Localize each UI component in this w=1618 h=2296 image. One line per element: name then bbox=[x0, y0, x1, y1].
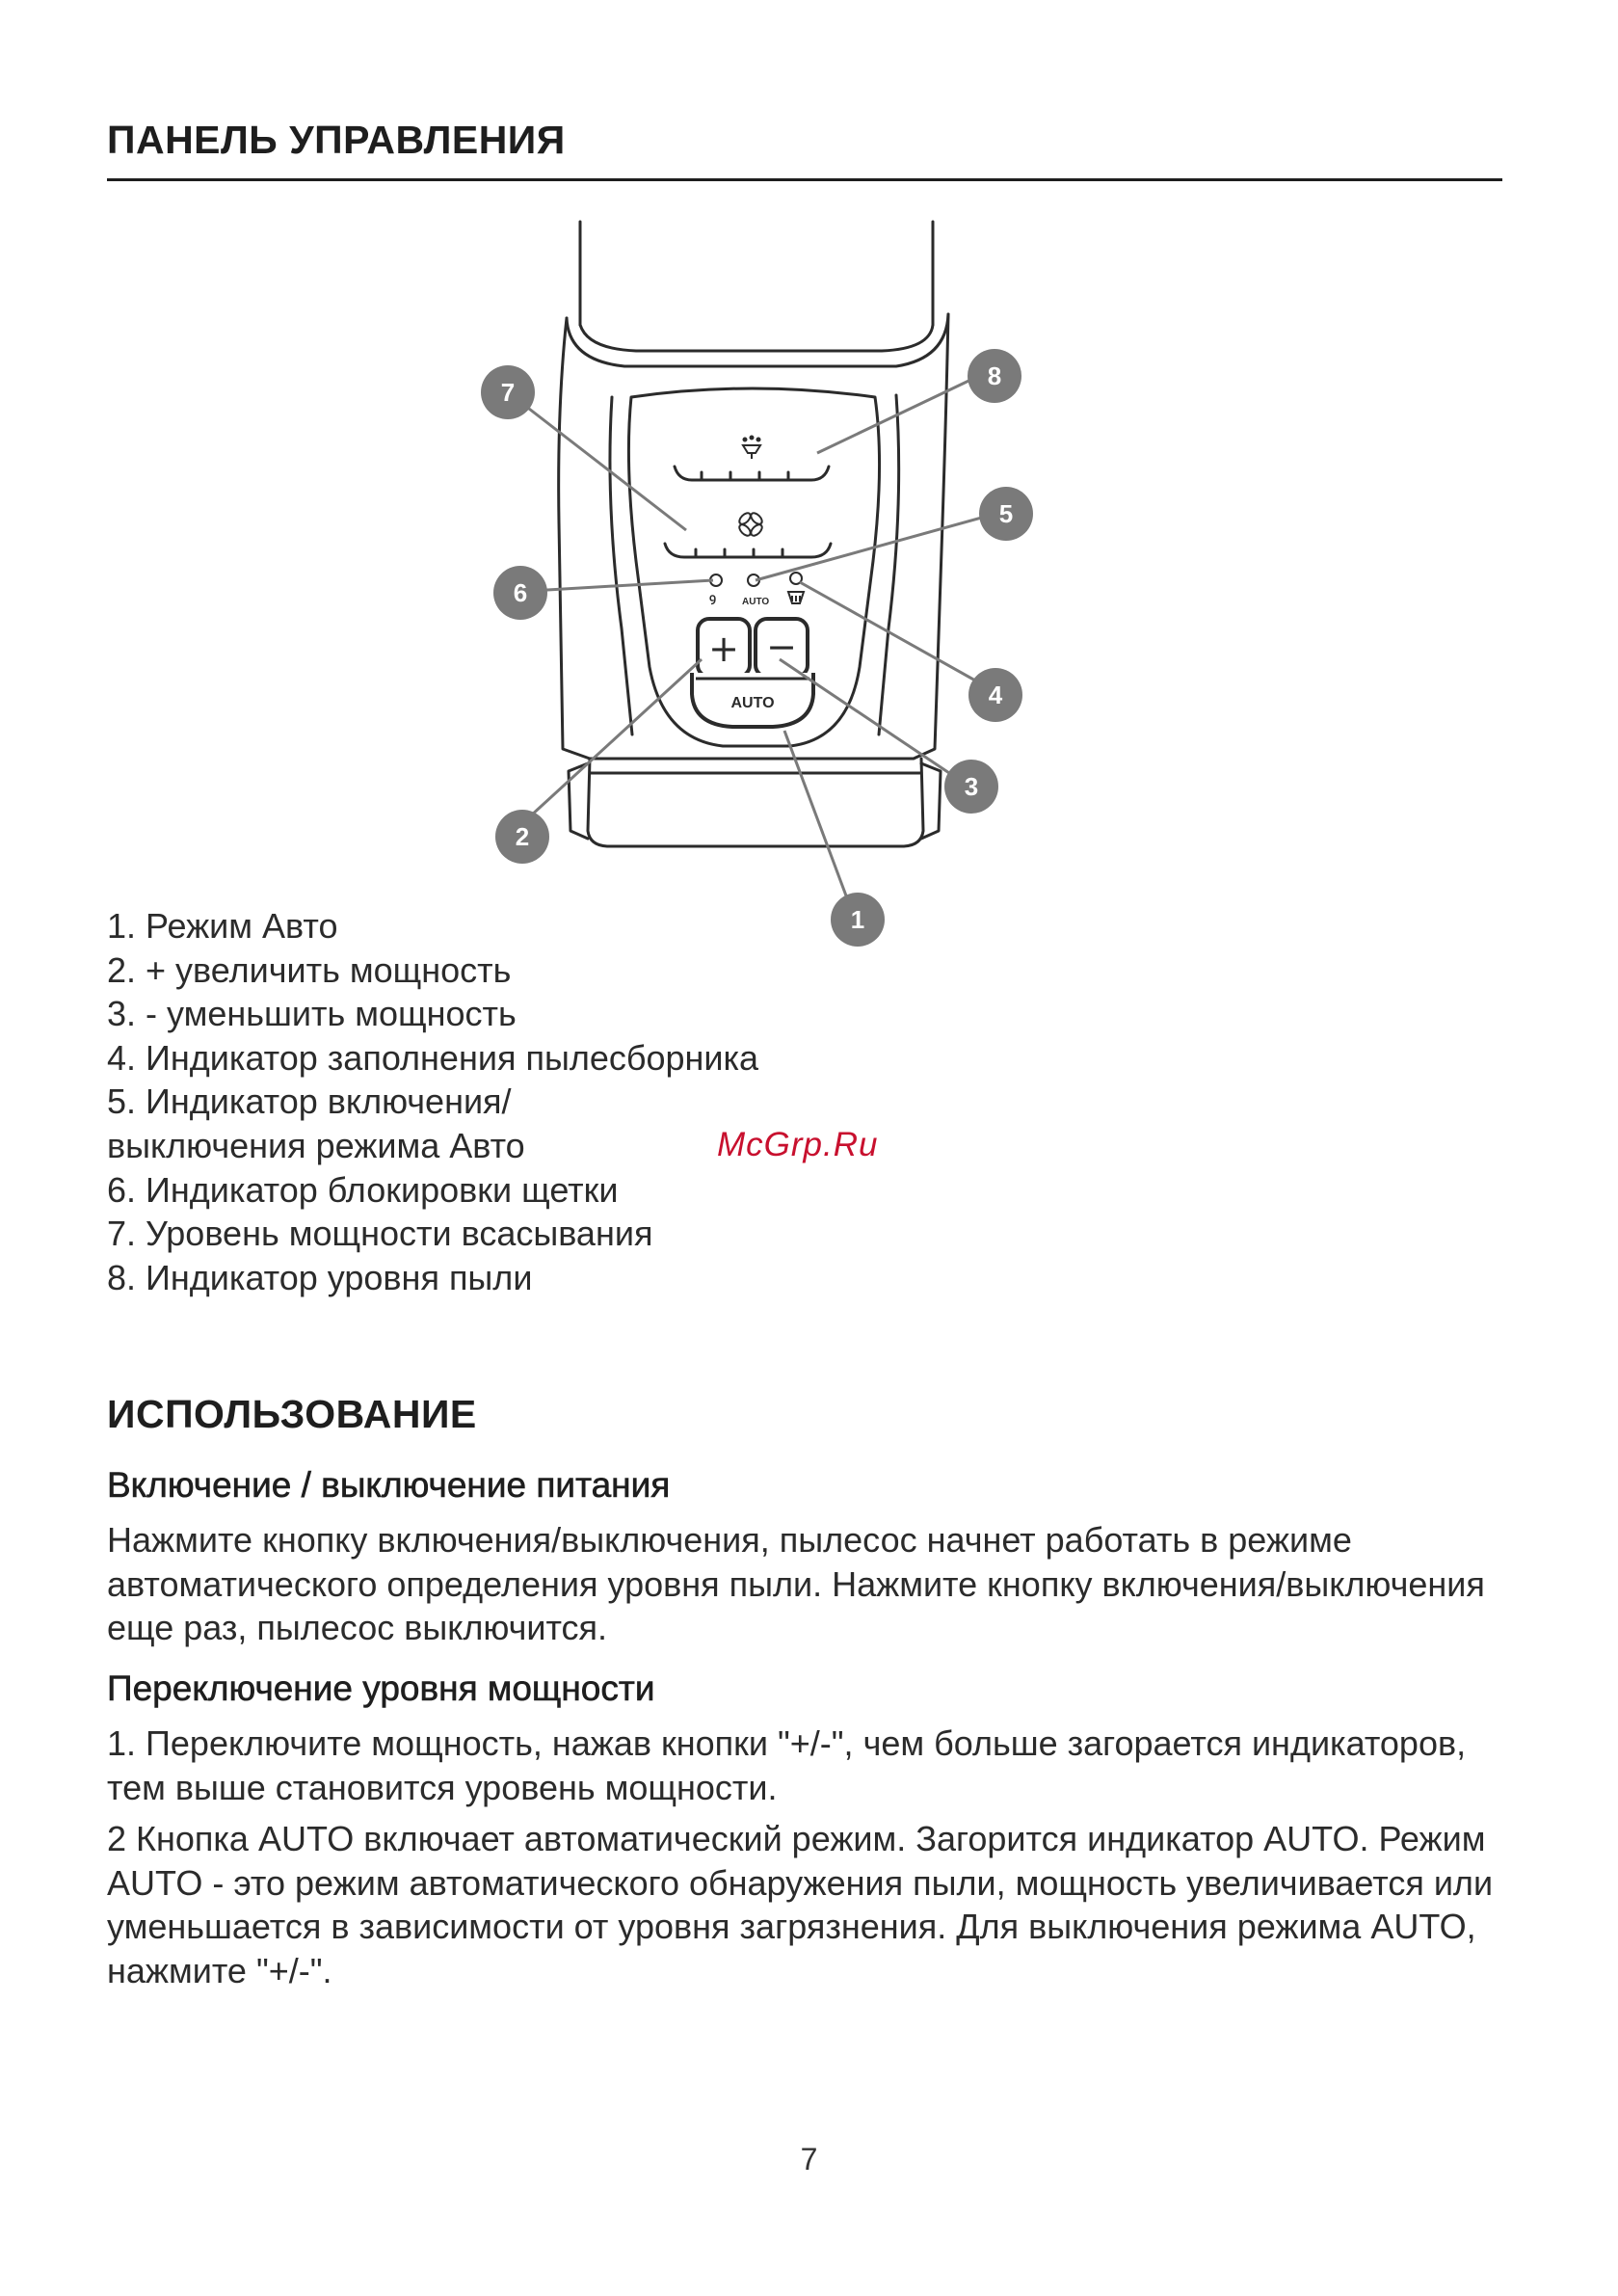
legend-item: 3. - уменьшить мощность bbox=[107, 994, 517, 1034]
minus-button[interactable] bbox=[756, 619, 808, 677]
section-title-control-panel: ПАНЕЛЬ УПРАВЛЕНИЯ bbox=[107, 118, 566, 162]
legend-list bbox=[107, 904, 758, 1299]
power-level-heading: Переключение уровня мощности bbox=[107, 1669, 655, 1708]
legend-item: выключения режима Авто bbox=[107, 1125, 525, 1165]
power-paragraph: Нажмите кнопку включения/выключения, пылесос начнет работать в режиме автоматического определения уровня пыли. Нажмите кнопку включения/выключения еще раз, пылесос выключится. bbox=[107, 1520, 1485, 1648]
minus-button-label: − bbox=[766, 626, 797, 668]
power-level-item-1: 1. Переключите мощность, нажав кнопки "+/-", чем больше загорается индикаторов, тем выше становится уровень мощности. bbox=[107, 1723, 1467, 1807]
plus-button-label: + bbox=[708, 627, 739, 670]
legend-item: 5. Индикатор включения/ bbox=[107, 1081, 512, 1122]
svg-text:2: 2 bbox=[515, 822, 530, 851]
callout-2 bbox=[495, 810, 549, 864]
dust-level-bar bbox=[675, 467, 829, 480]
fan-icon bbox=[737, 511, 764, 538]
callout-7 bbox=[481, 365, 535, 419]
svg-text:4: 4 bbox=[988, 681, 1003, 709]
auto-indicator-label: AUTO bbox=[742, 597, 770, 607]
svg-text:6: 6 bbox=[513, 578, 528, 607]
callout-1 bbox=[831, 893, 885, 947]
power-heading: Включение / выключение питания bbox=[107, 1465, 671, 1505]
legend-item: 1. Режим Авто bbox=[107, 906, 338, 946]
callout-5 bbox=[979, 487, 1033, 541]
page-number: 7 bbox=[800, 2142, 818, 2176]
svg-text:8: 8 bbox=[987, 361, 1002, 390]
legend-item: 6. Индикатор блокировки щетки bbox=[107, 1169, 619, 1210]
bin-full-icon bbox=[788, 592, 804, 603]
callout-3 bbox=[944, 760, 998, 814]
dust-icon bbox=[743, 437, 760, 460]
svg-text:5: 5 bbox=[998, 499, 1014, 528]
svg-text:7: 7 bbox=[500, 378, 516, 407]
control-panel-diagram bbox=[443, 214, 1070, 966]
legend-item: 4. Индикатор заполнения пылесборника bbox=[107, 1037, 759, 1078]
auto-button[interactable] bbox=[692, 673, 813, 727]
svg-text:3: 3 bbox=[964, 772, 979, 801]
callout-6 bbox=[493, 566, 547, 620]
legend-item: 2. + увеличить мощность bbox=[107, 949, 512, 990]
auto-button-label: AUTO bbox=[730, 695, 775, 711]
title-divider bbox=[107, 178, 1502, 181]
legend-item: 7. Уровень мощности всасывания bbox=[107, 1214, 653, 1254]
legend-item: 8. Индикатор уровня пыли bbox=[107, 1257, 533, 1297]
power-level-item-2: 2 Кнопка AUTO включает автоматический режим. Загорится индикатор AUTO. Режим AUTO - это режим автоматического обнаружения пыли, мощность увеличивается или уменьшается в зависимости от уровня загрязнения. Для выключения режима AUTO, нажмите "+/-". bbox=[107, 1819, 1494, 1990]
collar-outline bbox=[567, 314, 948, 366]
callout-4 bbox=[968, 668, 1022, 722]
svg-text:1: 1 bbox=[850, 905, 865, 934]
handle-tube-outline bbox=[580, 222, 933, 325]
watermark: McGrp.Ru bbox=[717, 1126, 879, 1163]
brush-lock-icon: ꝯ bbox=[709, 591, 717, 604]
plus-button[interactable] bbox=[698, 619, 750, 677]
section-title-usage: ИСПОЛЬЗОВАНИЕ bbox=[107, 1392, 477, 1436]
suction-level-bar bbox=[665, 544, 831, 557]
callout-8 bbox=[968, 349, 1021, 403]
